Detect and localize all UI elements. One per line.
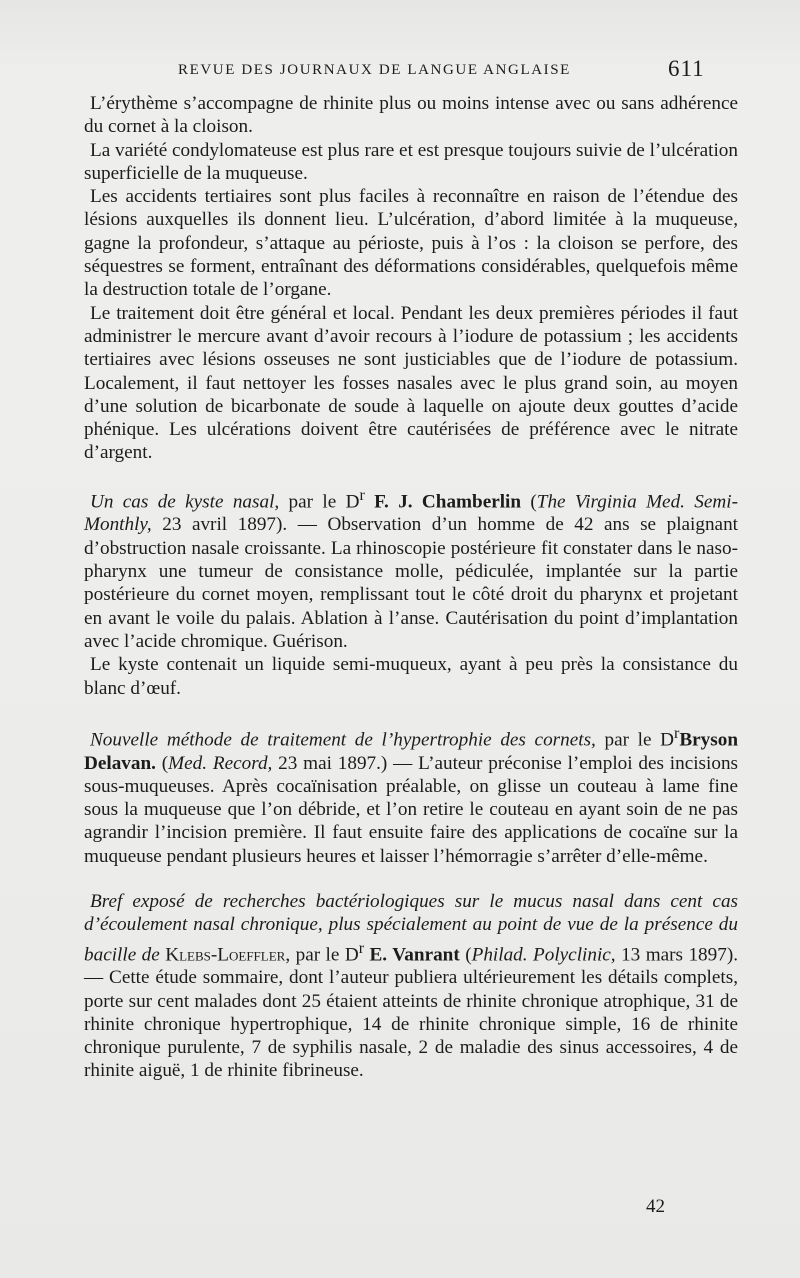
- article-text: — L’auteur préconise l’emploi des incisions sous-muqueuses. Après cocaïnisation préalable, on glisse un couteau à lame fine sous la muqueuse que l’on débride, et l’on retire le couteau en ayant soin de ne pas agrandir l’incision première. Il faut ensuite faire des applications de cocaïne sur la muqueuse pendant plusieurs heures et laisser l’hémorragie s’arrêter d’elle-même.: [84, 752, 739, 867]
- page-header: [0, 58, 800, 88]
- paragraph-tertiaires: Les accidents tertiaires sont plus faciles à reconnaître en raison de l’étendue des lésions auxquelles ils donnent lieu. L’ulcération, d’abord limitée à la muqueuse, gagne la profondeur, s’attaque au périoste, puis à l’os : la cloison se perfore, des séquestres se forment, entraînant des déformations considérables, quelquefois même la destruction totale de l’organe.: [84, 186, 738, 301]
- paragraph-traitement: Le traitement doit être général et local. Pendant les deux premières périodes il faut administrer le mercure avant d’avoir recours à l’iodure de potassium ; les accidents tertiaires avec lésions osseuses ne sont justiciables que de l’iodure de potassium. Localement, il faut nettoyer les fosses nasales avec le plus grand soin, au moyen d’une solution de bicarbonate de soude à laquelle on ajoute deux gouttes d’acide phénique. Les ulcérations doivent être cautérisées de préférence avec le nitrate d’argent.: [84, 302, 738, 464]
- article-text: — Observation d’un homme de 42 ans se plaignant d’obstruction nasale croissante. La rhinoscopie postérieure fit constater dans le naso-pharynx une tumeur de consistance molle, pédiculée, implantée sur la partie postérieure du cornet moyen, remplissant tout le côté droit du pharynx et projetant en avant le voile du palais. Ablation à l’anse. Cautérisation du point d’implantation avec l’acide chromique. Guérison.: [84, 514, 738, 652]
- page-body: [84, 92, 738, 1083]
- bacillus-name: Klebs-Loeffler,: [159, 943, 291, 965]
- paragraph-condylomateuse: La variété condylomateuse est plus rare et est presque toujours suivie de l’ulcération superficielle de la muqueuse.: [84, 139, 738, 184]
- article-bacteriologiques: [84, 890, 738, 1083]
- paragraph-kyste-contenu: Le kyste contenait un liquide semi-muqueux, ayant à peu près la consistance du blanc d’œuf.: [84, 654, 738, 699]
- article-by: par le D: [595, 729, 675, 751]
- article-paren: (: [155, 752, 169, 774]
- article-paren: (: [459, 943, 472, 965]
- doctor-suffix: r: [359, 486, 365, 504]
- article-kyste-nasal: [84, 484, 738, 653]
- article-author: E. Vanrant: [364, 943, 460, 965]
- article-date: 23 avril 1897).: [151, 514, 288, 536]
- article-source: The Virginia Med. Semi-Monthly,: [84, 491, 738, 536]
- signature-mark: 42: [646, 1196, 665, 1217]
- article-author: Bryson Delavan.: [84, 729, 738, 774]
- article-by: par le D: [279, 491, 360, 513]
- article-paren: (: [521, 491, 537, 513]
- article-by: par le D: [290, 943, 359, 965]
- article-title: Bref exposé de recherches bactériologiques sur le mucus nasal dans cent cas d’écoulement nasal chronique, plus spécialement au point de vue de la présence du bacille de: [84, 890, 738, 965]
- article-date: 13 mars 1897).: [615, 943, 739, 965]
- article-source: Philad. Polyclinic,: [471, 943, 616, 965]
- article-text: — Cette étude sommaire, dont l’auteur publiera ultérieurement les détails complets, porte sur cent malades dont 25 étaient atteints de rhinite chronique atrophique, 31 de rhinite chronique hypertrophique, 14 de rhinite chronique simple, 16 de rhinite chronique purulente, 7 de syphilis nasale, 2 de maladie des sinus accessoires, 4 de rhinite aiguë, 1 de rhinite fibrineuse.: [84, 967, 738, 1082]
- article-source: Med. Record,: [168, 752, 273, 774]
- doctor-suffix: r: [674, 724, 680, 742]
- paragraph-erytheme: L’érythème s’accompagne de rhinite plus ou moins intense avec ou sans adhérence du cornet à la cloison.: [84, 93, 738, 138]
- running-head: REVUE DES JOURNAUX DE LANGUE ANGLAISE: [178, 62, 571, 78]
- article-title: Nouvelle méthode de traitement de l’hypertrophie des cornets,: [90, 729, 596, 751]
- article-hypertrophie: [84, 722, 738, 868]
- doctor-suffix: r: [358, 939, 365, 957]
- article-title: Un cas de kyste nasal,: [90, 491, 280, 513]
- article-author: F. J. Chamberlin: [364, 491, 522, 513]
- page-number: 611: [668, 56, 705, 81]
- article-date: 23 mai 1897.): [272, 752, 388, 774]
